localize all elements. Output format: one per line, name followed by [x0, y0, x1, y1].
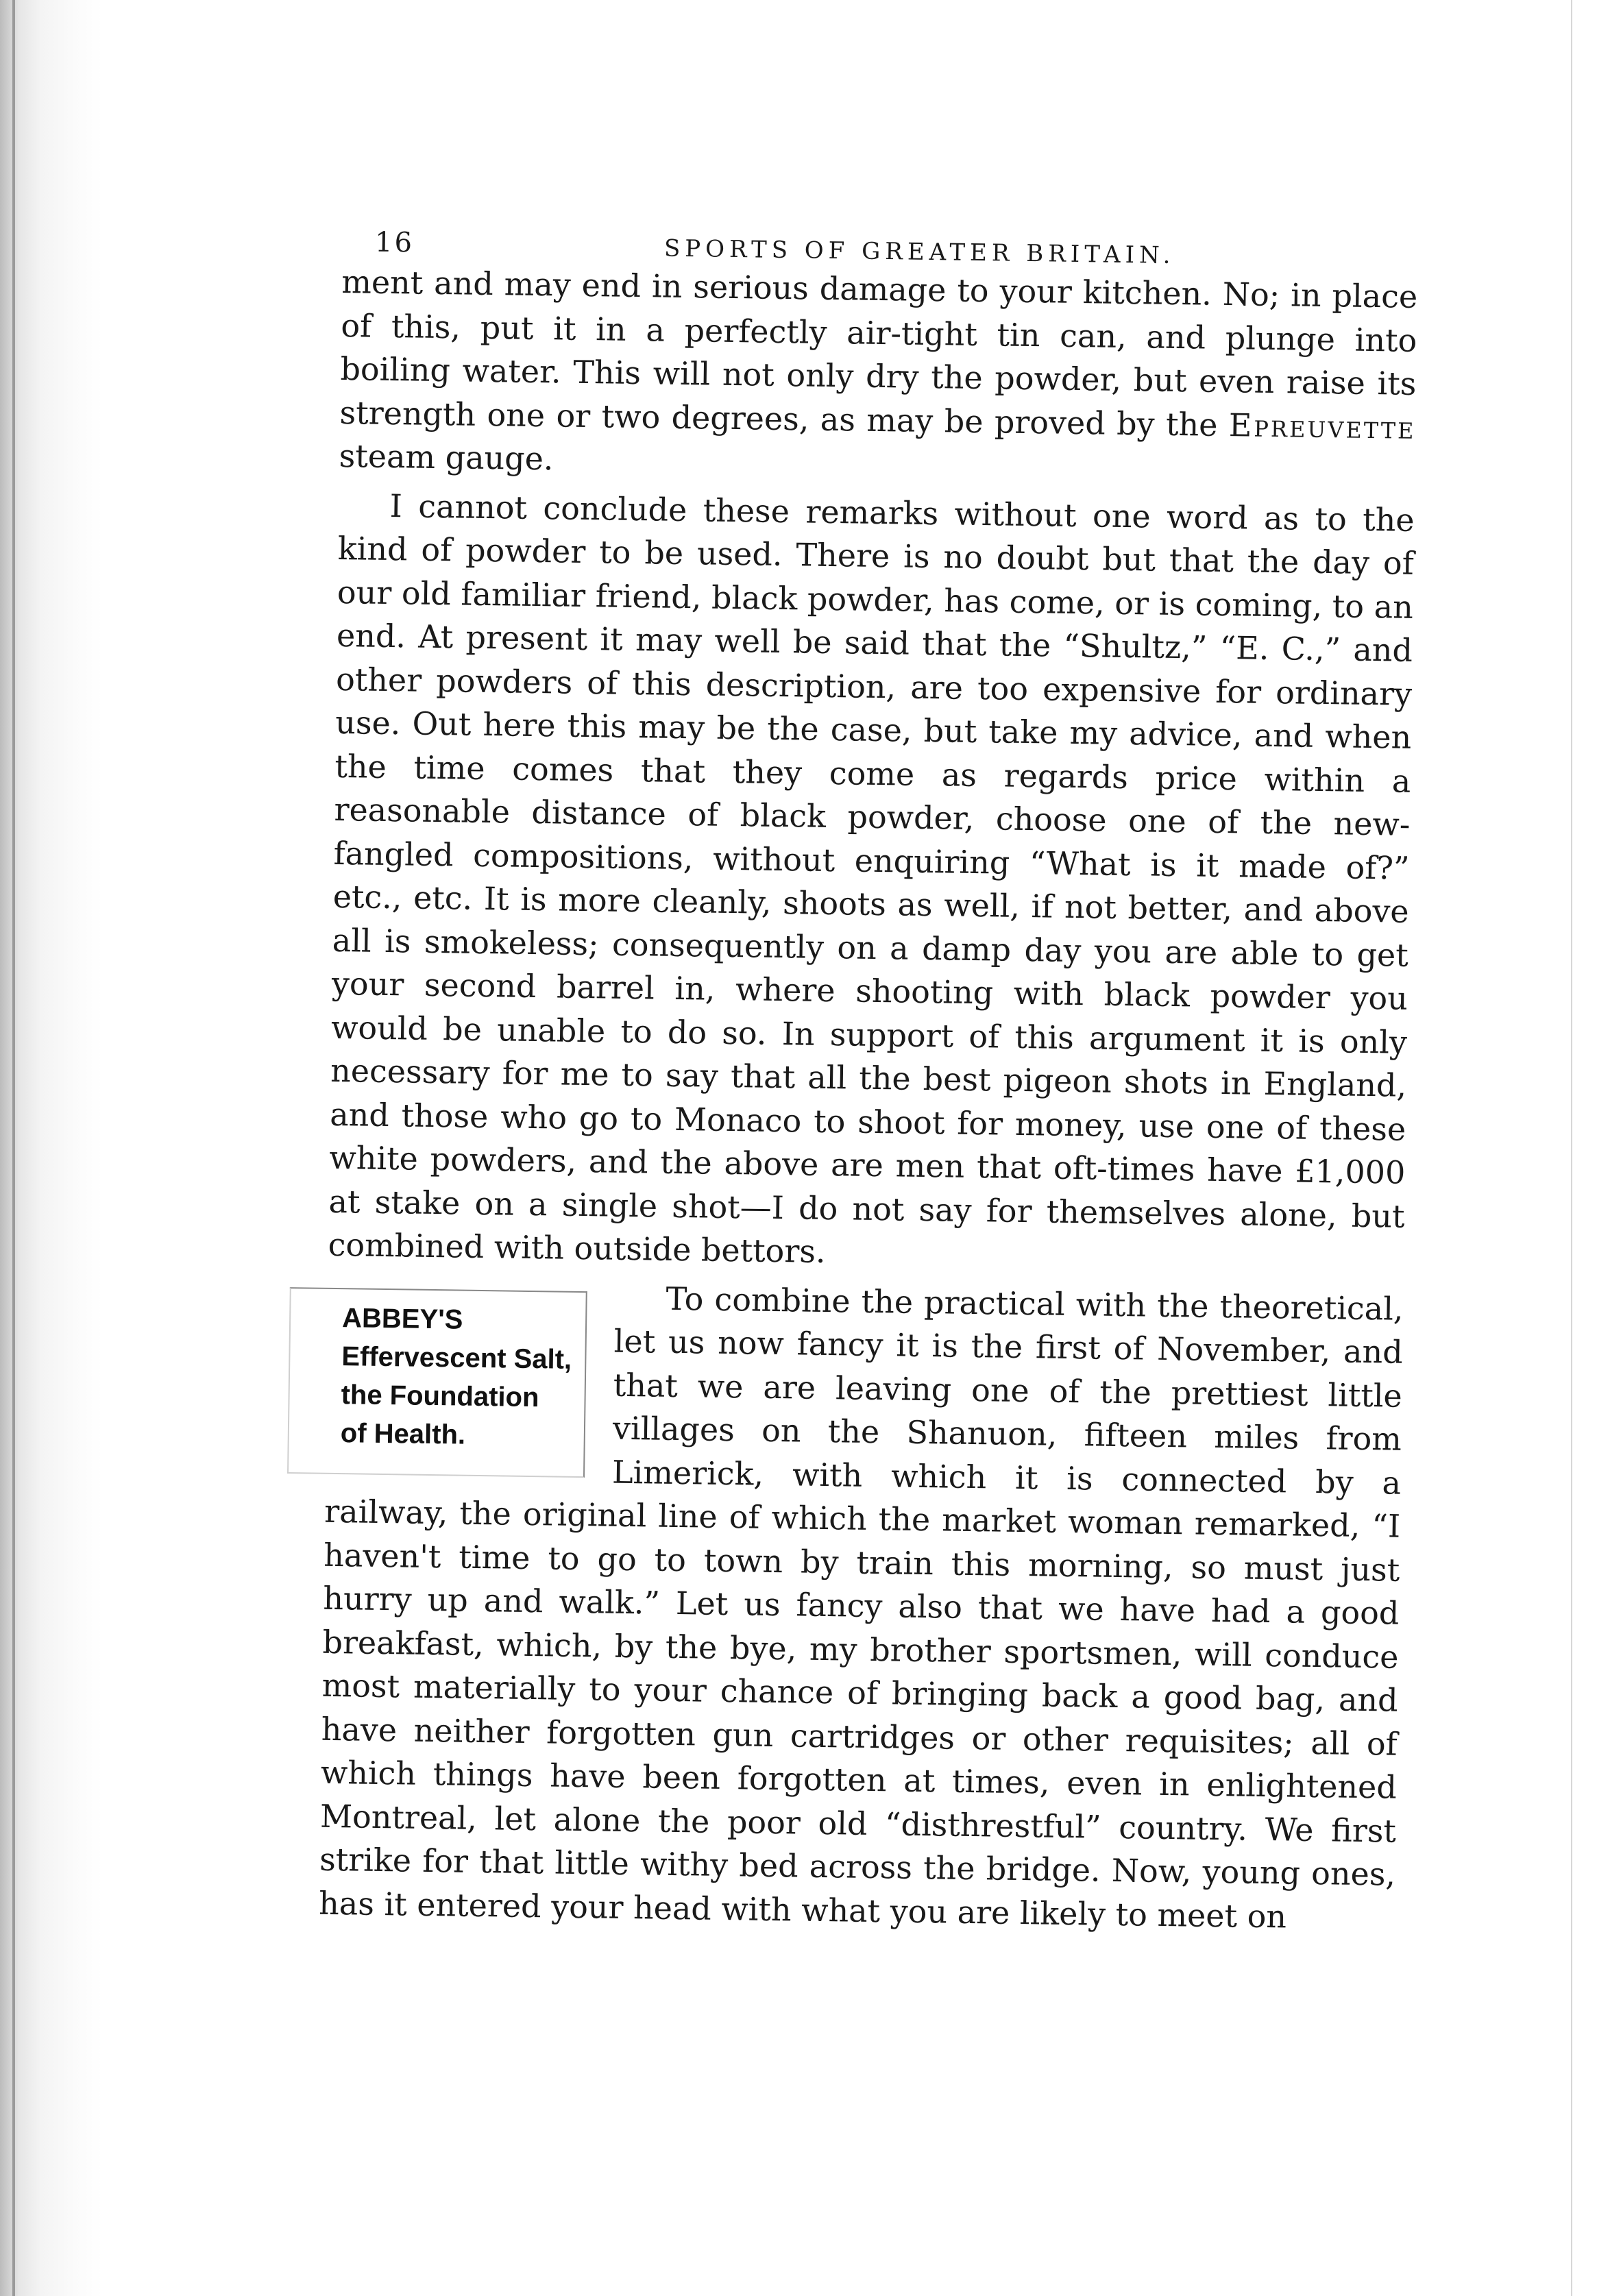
abbeys-salt-advertisement: [287, 1287, 587, 1478]
running-title: SPORTS OF GREATER BRITAIN.: [663, 234, 1175, 269]
book-gutter-shadow: [0, 0, 103, 2296]
paragraph-3: [319, 1272, 1404, 1940]
ad-line-4: of Health.: [340, 1417, 466, 1450]
epreuvette-smallcaps: Epreuvette: [1228, 406, 1416, 446]
page-right-edge: [1571, 0, 1610, 2296]
ad-line-2: Effervescent Salt,: [341, 1341, 572, 1375]
paragraph-1-text: ment and may end in serious damage to your kitchen. No; in place of this, put it in a perfectly air-tight tin can, and plunge into boiling water. This will not only dry the powder, but even raise its strength one or two degrees, as may be proved by the: [339, 262, 1418, 443]
book-page: [319, 199, 1419, 1940]
ad-line-1: ABBEY'S: [341, 1302, 463, 1335]
paragraph-2: I cannot conclude these remarks without one word as to the kind of powder to be used. There is no doubt but that the day of our old familiar friend, black powder, has come, or is coming, to an end. At present it may well be said that the “Shultz,” “E. C.,” and other powders of this description, are too expensive for ordinary use. Out here this may be the case, but take my advice, and when the time comes that they come as regards price within a reasonable distance of black powder, choose one of the new-fangled compositions, without enquiring “What is it made of?” etc., etc. It is more cleanly, shoots as well, if not better, and above all is smokeless; consequently on a damp day you are able to get your second barrel in, where shooting with black powder you would be unable to do so. In support of this argument it is only necessary for me to say that all the best pigeon shots in England, and those who go to Monaco to shoot for money, use one of these white powders, and the above are men that oft-times have £1,000 at stake on a single shot—I do not say for themselves alone, but combined with outside bettors.: [328, 487, 1415, 1270]
paragraph-3-text: To combine the practical with the theoretical, let us now fancy it is the first of November, and that we are leaving one of the prettiest little villages on the Shanuon, fifteen miles from Limerick, with which it is connected by a railway, the original line of which the market woman remarked, “I haven't time to go to town by train this morning, so must just hurry up and walk.” Let us fancy also that we have had a good breakfast, which, by the bye, my brother sportsmen, will conduce most materially to your chance of bringing back a good bag, and have neither forgotten gun cartridges or other requisites; all of which things have been forgotten at times, even in enlightened Montreal, let alone the poor old “disthrestful” country. We first strike for that little withy bed across the bridge. Now, young ones, has it entered your head with what you are likely to meet on: [318, 1280, 1404, 1935]
ad-line-3: the Foundation: [341, 1379, 539, 1413]
paragraph-1: [339, 260, 1417, 493]
paragraph-1-end: steam gauge.: [339, 437, 554, 478]
page-number: 16: [374, 226, 415, 259]
book-gutter-edge: [12, 0, 15, 2296]
